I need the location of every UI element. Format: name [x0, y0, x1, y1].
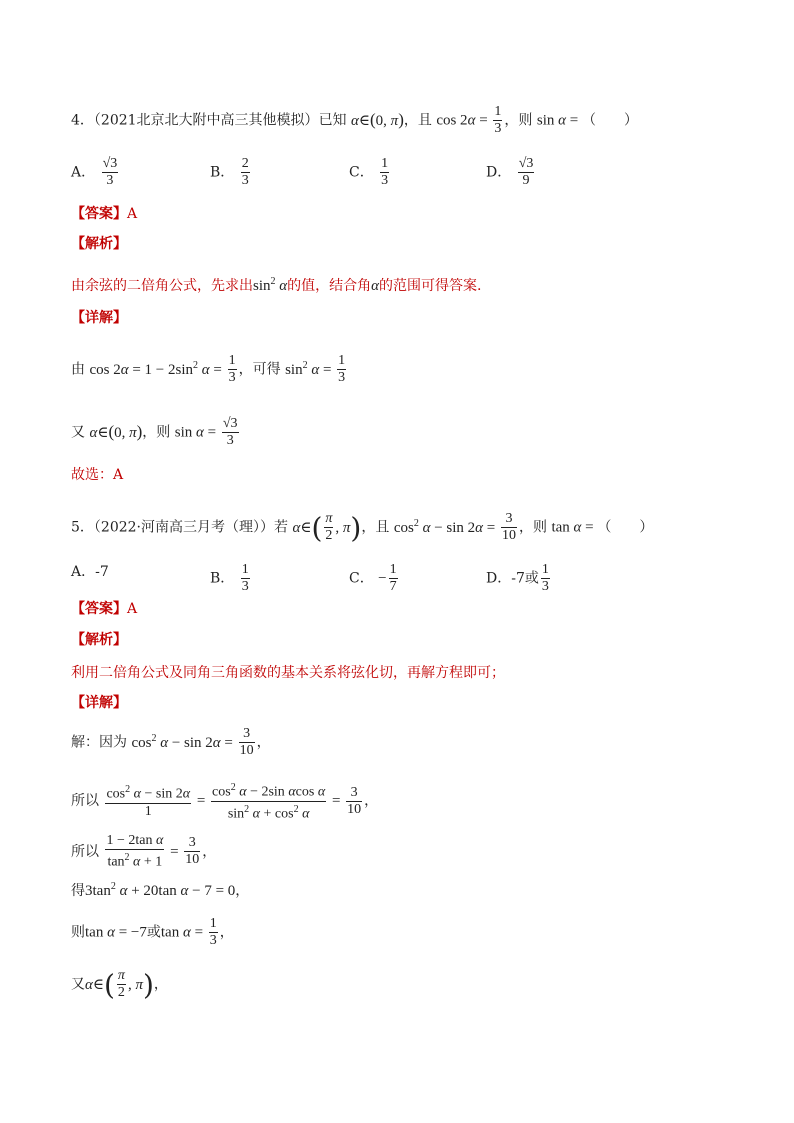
q4-number: 4． — [71, 112, 94, 129]
q4-choose: 故选：A — [71, 467, 124, 483]
q4-option-b: B． $\frac{2}{3}$ — [210, 156, 249, 188]
q4-detail-tag: 【详解】 — [71, 310, 127, 326]
q5-analysis-tag: 【解析】 — [71, 632, 127, 648]
q4-analysis-tag: 【解析】 — [71, 236, 127, 252]
q4-option-d: D． $\frac{√3}{9}$ — [486, 156, 534, 188]
q5-stem: 5．（2022·河南高三月考（理））若 α∈( $\frac{\pi}{2}$ , π)，且 $\cos^2 \alpha - \sin 2\alpha$ = $\frac{3}{10}$ ，则 tan α = （ ） — [71, 511, 654, 545]
q5-detail-tag: 【详解】 — [71, 695, 127, 711]
q5-step-2: 所以 $\frac{\cos^2 \alpha - \sin 2\alpha}{1}$ = $\frac{\cos^2 \alpha - 2\sin \alpha\cos \alpha}{\sin^2 \alpha + \cos^2 \alpha}$ = $\frac{3}{10}$ ， — [71, 782, 379, 822]
q5-step-4: 得$3\tan^2$ α + 20tan α − 7 = 0， — [71, 881, 250, 899]
q5-answer: 【答案】A — [71, 601, 138, 617]
q5-option-a: A．-7 — [71, 564, 109, 580]
q4-condition-2: cos 2α = — [436, 112, 492, 129]
q5-option-c: C． − $\frac{1}{7}$ — [349, 562, 397, 594]
q4-source: （2021北京北大附中高三其他模拟） — [93, 112, 319, 129]
q5-condition-1: α∈( — [292, 511, 323, 545]
q5-option-b: B． $\frac{1}{3}$ — [210, 562, 249, 594]
q4-detail-line-2: 又 α∈(0, π)，则 sin α = $\frac{√3}{3}$ — [71, 416, 238, 448]
q4-answer: 【答案】A — [71, 206, 138, 222]
q4-option-c: C． $\frac{1}{3}$ — [349, 156, 389, 188]
q5-number: 5． — [71, 519, 94, 536]
q4-fraction: $\frac{1}{3}$ — [494, 104, 502, 136]
q4-option-a: A． $\frac{√3}{3}$ — [71, 156, 118, 188]
q5-step-5: 则tan α = −7或tan α = $\frac{1}{3}$ ， — [71, 916, 234, 948]
q5-step-3: 所以 $\frac{\text{1 − 2tan α}}{\tan^2 \alpha + 1}$ = $\frac{3}{10}$ ， — [71, 833, 217, 870]
q5-source: （2022·河南高三月考（理）） — [93, 519, 275, 536]
q4-condition-1: α∈(0, π) — [351, 109, 404, 129]
q5-analysis: 利用二倍角公式及同角三角函数的基本关系将弦化切，再解方程即可； — [71, 665, 505, 681]
q5-step-1: 解：因为 $\cos^2 \alpha - \sin 2\alpha$ = $\frac{3}{10}$ ， — [71, 726, 271, 758]
q4-analysis: 由余弦的二倍角公式，先求出$\sin^2 \alpha$的值，结合角α的范围可得答案. — [71, 276, 482, 294]
q4-detail-line-1: 由 $\cos 2\alpha = 1 - 2\sin^2$ α = $\frac{1}{3}$ ，可得 $\sin^2 \alpha$ = $\frac{1}{3}$ — [71, 353, 346, 385]
q5-step-6: 又α∈( $\frac{\pi}{2}$ , π)， — [71, 968, 168, 1002]
q4-stem: 4．（2021北京北大附中高三其他模拟）已知 α∈(0, π)，且 cos 2α = $\frac{1}{3}$ ，则 sin α = （ ） — [71, 104, 638, 136]
q5-option-d: D．-7或 $\frac{1}{3}$ — [486, 562, 549, 594]
q5-condition-2: $\cos^2 \alpha - \sin 2\alpha$ = — [393, 517, 499, 536]
